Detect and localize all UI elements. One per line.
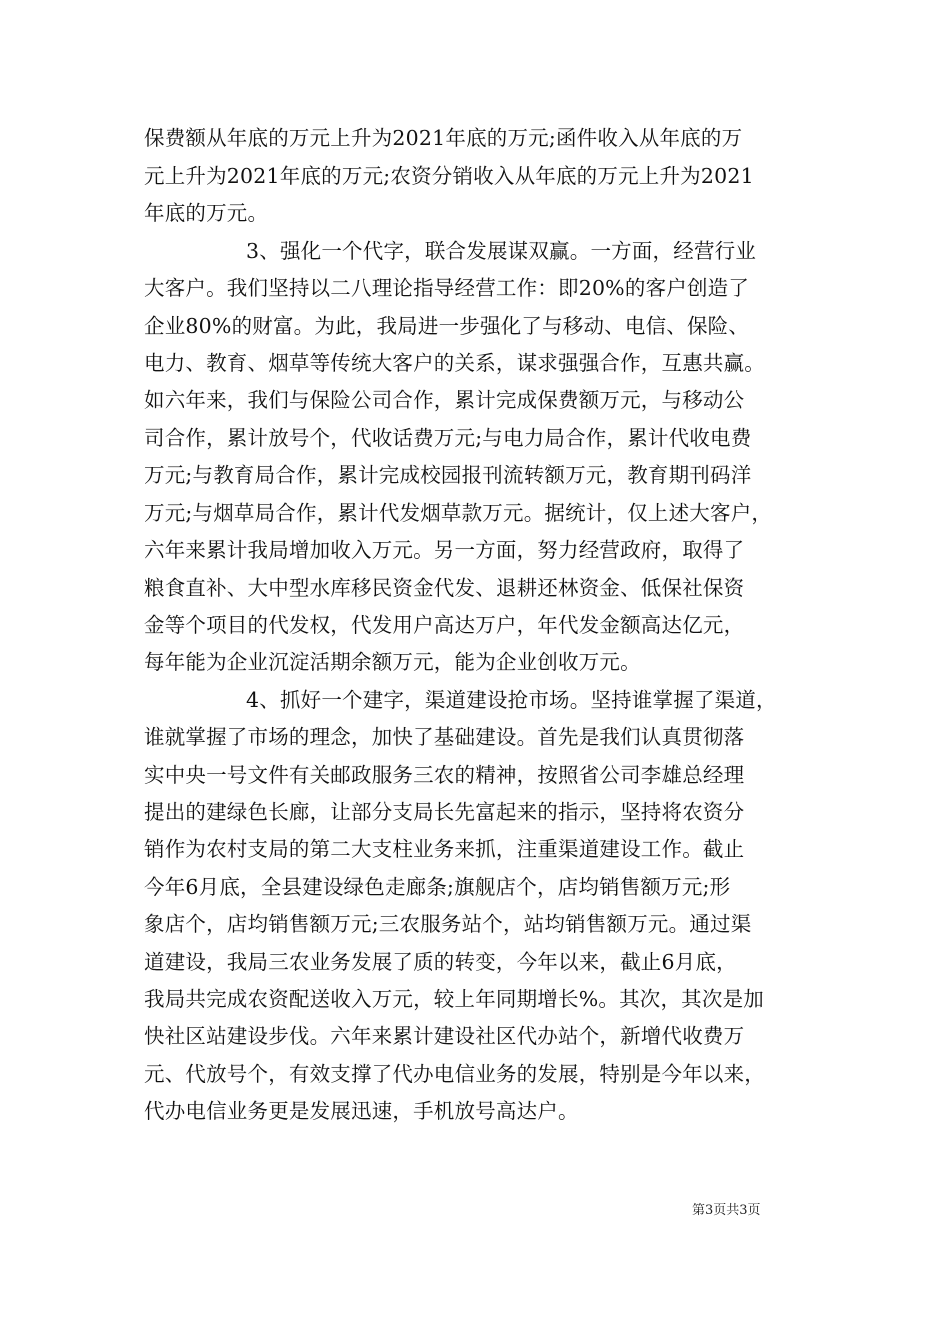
text-line: 快社区站建设步伐。六年来累计建设社区代办站个，新增代收费万 <box>144 1024 745 1048</box>
text-line: 大客户。我们坚持以二八理论指导经营工作：即20%的客户创造了 <box>144 276 750 300</box>
text-line: 道建设，我局三农业务发展了质的转变，今年以来，截止6月底， <box>144 950 737 974</box>
text-line: 粮食直补、大中型水库移民资金代发、退耕还林资金、低保社保资 <box>144 576 745 600</box>
text-line: 金等个项目的代发权，代发用户高达万户，年代发金额高达亿元， <box>144 613 745 637</box>
text-line: 六年来累计我局增加收入万元。另一方面，努力经营政府，取得了 <box>144 538 745 562</box>
text-line: 代办电信业务更是发展迅速，手机放号高达户。 <box>144 1099 579 1123</box>
paragraph-4-heading-line: 4、抓好一个建字，渠道建设抢市场。坚持谁掌握了渠道， <box>246 688 777 712</box>
text-line: 提出的建绿色长廊，让部分支局长先富起来的指示，坚持将农资分 <box>144 800 745 824</box>
text-line: 元上升为2021年底的万元;农资分销收入从年底的万元上升为2021 <box>144 164 754 188</box>
text-line: 象店个，店均销售额万元;三农服务站个，站均销售额万元。通过渠 <box>144 912 752 936</box>
text-line: 保费额从年底的万元上升为2021年底的万元;函件收入从年底的万 <box>144 126 743 150</box>
text-line: 司合作，累计放号个，代收话费万元;与电力局合作，累计代收电费 <box>144 426 752 450</box>
text-line: 年底的万元。 <box>144 201 269 225</box>
text-line: 万元;与教育局合作，累计完成校园报刊流转额万元，教育期刊码洋 <box>144 463 752 487</box>
text-line: 实中央一号文件有关邮政服务三农的精神，按照省公司李雄总经理 <box>144 763 745 787</box>
text-line: 万元;与烟草局合作，累计代发烟草款万元。据统计，仅上述大客户， <box>144 501 773 525</box>
text-line: 元、代放号个，有效支撑了代办电信业务的发展，特别是今年以来， <box>144 1062 765 1086</box>
text-line: 电力、教育、烟草等传统大客户的关系，谋求强强合作，互惠共赢。 <box>144 351 765 375</box>
text-line: 如六年来，我们与保险公司合作，累计完成保费额万元，与移动公 <box>144 388 745 412</box>
text-line: 每年能为企业沉淀活期余额万元，能为企业创收万元。 <box>144 650 641 674</box>
paragraph-3-heading-line: 3、强化一个代字，联合发展谋双赢。一方面，经营行业 <box>246 239 757 263</box>
text-line: 销作为农村支局的第二大支柱业务来抓，注重渠道建设工作。截止 <box>144 837 745 861</box>
page-number-footer: 第3页共3页 <box>692 1203 761 1218</box>
text-line: 谁就掌握了市场的理念，加快了基础建设。首先是我们认真贯彻落 <box>144 725 745 749</box>
text-line: 今年6月底，全县建设绿色走廊条;旗舰店个，店均销售额万元;形 <box>144 875 731 899</box>
text-line: 我局共完成农资配送收入万元，较上年同期增长%。其次，其次是加 <box>144 987 764 1011</box>
text-line: 企业80%的财富。为此，我局进一步强化了与移动、电信、保险、 <box>144 314 750 338</box>
